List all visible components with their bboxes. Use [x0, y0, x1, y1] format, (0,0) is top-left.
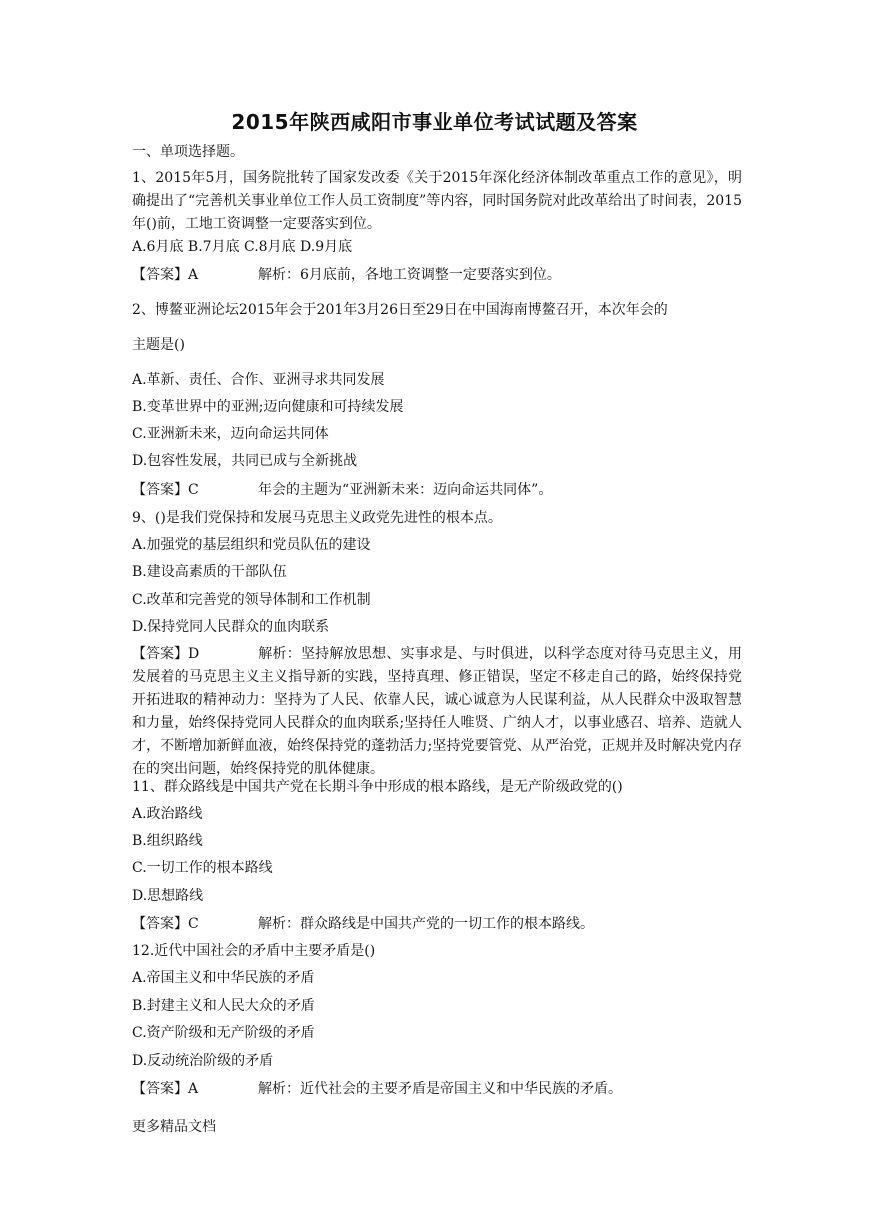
question-9-stem: 9、()是我们党保持和发展马克思主义政党先进性的根本点。	[132, 510, 502, 526]
question-2-answer-row	[132, 480, 552, 500]
question-11-option-b: B.组织路线	[132, 833, 203, 849]
section-heading: 一、单项选择题。	[132, 144, 244, 160]
question-9-option-b: B.建设高素质的干部队伍	[132, 564, 287, 580]
question-9-answer-block	[132, 643, 742, 781]
question-2-stem-line-2: 主题是()	[132, 337, 185, 353]
question-1-analysis: 解析：6月底前，各地工资调整一定要落实到位。	[258, 267, 561, 283]
question-11-option-d: D.思想路线	[132, 888, 204, 904]
question-2-option-b: B.变革世界中的亚洲;迈向健康和可持续发展	[132, 399, 404, 415]
question-11-analysis: 解析：群众路线是中国共产党的一切工作的根本路线。	[258, 916, 594, 932]
footer-text: 更多精品文档	[132, 1119, 216, 1135]
question-12-option-d: D.反动统治阶级的矛盾	[132, 1053, 274, 1069]
question-2-option-c: C.亚洲新未来，迈向命运共同体	[132, 426, 329, 442]
question-1-options: A.6月底 B.7月底 C.8月底 D.9月底	[132, 239, 353, 255]
question-11-option-a: A.政治路线	[132, 806, 203, 822]
question-9-analysis: 解析：坚持解放思想、实事求是、与时俱进，以科学态度对待马克思主义，用发展着的马克思主义主义指导新的实践，坚持真理、修正错误，坚定不移走自己的路，始终保持党开拓进取的精神动力：坚持为了人民、依靠人民，诚心诚意为人民谋利益，从人民群众中汲取智慧和力量，始终保持党同人民群众的血肉联系;坚持任人唯贤、广纳人才，以事业感召、培养、造就人才，不断增加新鲜血液，始终保持党的蓬勃活力;坚持党要管党、从严治党，正规并及时解决党内存在的突出问题，始终保持党的肌体健康。	[132, 646, 742, 777]
question-12-option-c: C.资产阶级和无产阶级的矛盾	[132, 1025, 315, 1041]
question-9-option-a: A.加强党的基层组织和党员队伍的建设	[132, 537, 371, 553]
question-12-stem: 12.近代中国社会的矛盾中主要矛盾是()	[132, 943, 376, 959]
question-1-answer-row	[132, 265, 561, 285]
question-2-option-d: D.包容性发展，共同已成与全新挑战	[132, 453, 358, 469]
question-2-option-a: A.革新、责任、合作、亚洲寻求共同发展	[132, 372, 385, 388]
question-2-answer: 【答案】C	[132, 482, 199, 498]
question-11-stem: 11、群众路线是中国共产党在长期斗争中形成的根本路线，是无产阶级政党的()	[132, 779, 623, 795]
question-1-answer: 【答案】A	[132, 267, 199, 283]
question-12-option-a: A.帝国主义和中华民族的矛盾	[132, 970, 315, 986]
question-1-stem: 1、2015年5月，国务院批转了国家发改委《关于2015年深化经济体制改革重点工作的意见》，明确提出了“完善机关事业单位工作人员工资制度”等内容，同时国务院对此改革给出了时间表，2015年()前，工地工资调整一定要落实到位。	[132, 170, 742, 232]
question-11-answer-row	[132, 914, 594, 934]
question-12-answer-row	[132, 1079, 622, 1099]
question-12-answer: 【答案】A	[132, 1081, 199, 1097]
question-11-option-c: C.一切工作的根本路线	[132, 860, 273, 876]
question-2-stem-line-1: 2、博鳌亚洲论坛2015年会于201年3月26日至29日在中国海南博鳌召开，本次年会的	[132, 302, 668, 318]
question-9-option-d: D.保持党同人民群众的血肉联系	[132, 619, 330, 635]
question-12-option-b: B.封建主义和人民大众的矛盾	[132, 998, 315, 1014]
question-12-analysis: 解析：近代社会的主要矛盾是帝国主义和中华民族的矛盾。	[258, 1081, 622, 1097]
question-11-answer: 【答案】C	[132, 916, 199, 932]
document-title: 2015年陕西咸阳市事业单位考试试题及答案	[231, 110, 638, 134]
question-9-answer: 【答案】D	[132, 646, 200, 662]
question-2-analysis: 年会的主题为“亚洲新未来：迈向命运共同体”。	[258, 482, 553, 498]
question-9-option-c: C.改革和完善党的领导体制和工作机制	[132, 592, 371, 608]
